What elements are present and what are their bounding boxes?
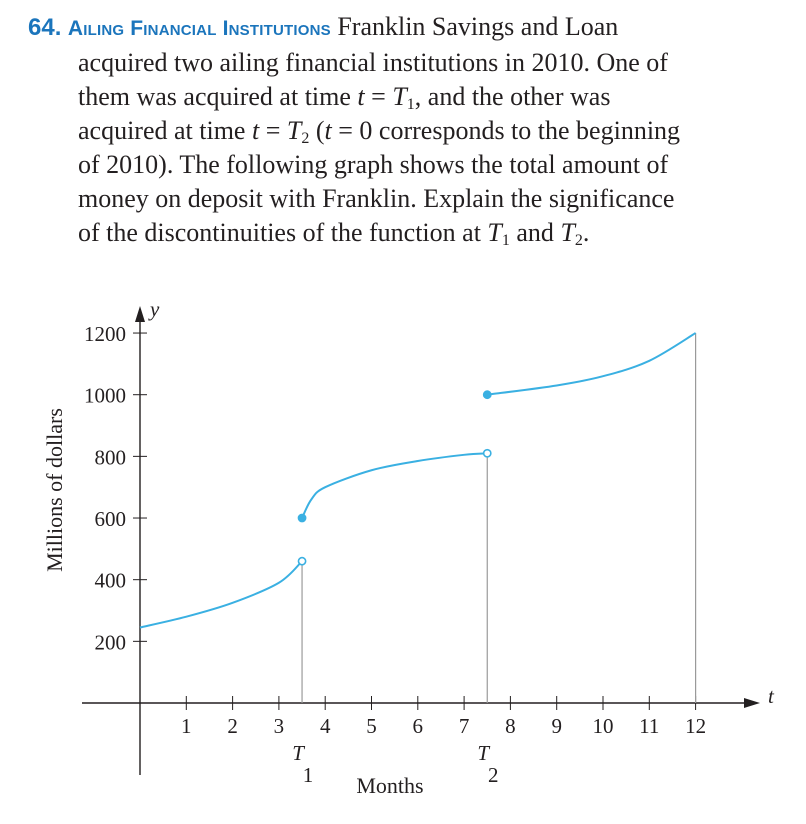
problem-line-7: of the discontinuities of the function at $T_1$ and $T_2$.: [78, 218, 590, 249]
y-tick-label: 1200: [84, 322, 126, 347]
x-tick-label: 10: [592, 714, 614, 738]
x-tick-label: 5: [366, 714, 377, 738]
x-tick-label: 2: [227, 714, 238, 738]
x-tick-label: 12: [685, 714, 707, 738]
marker-subscript: 2: [488, 763, 499, 787]
x-tick-label: 6: [412, 714, 424, 738]
x-tick-label: 3: [273, 714, 285, 738]
series-curve-3: [487, 333, 695, 395]
y-axis-title: Millions of dollars: [42, 408, 67, 572]
y-tick-label: 800: [94, 445, 126, 470]
open-endpoint: [484, 450, 491, 457]
open-endpoint: [298, 558, 305, 565]
y-tick-label: 400: [94, 568, 126, 593]
problem-heading: Ailing Financial Institutions: [67, 17, 331, 40]
marker-subscript: 1: [302, 763, 314, 787]
x-tick-label: 1: [181, 714, 192, 738]
marker-label: T: [292, 741, 304, 765]
problem-line-3: them was acquired at time $t = T_1$, and the other was: [78, 82, 611, 113]
series-curve-2: [302, 453, 487, 518]
filled-endpoint: [484, 391, 491, 398]
problem-text-2: acquired two ailing financial institutions in 2010. One of: [78, 48, 668, 77]
problem-text-1: Franklin Savings and Loan: [337, 12, 619, 41]
x-axis-arrow: [744, 698, 760, 708]
x-tick-label: 4: [319, 714, 331, 738]
y-tick-label: 200: [94, 630, 126, 655]
y-axis-symbol: y: [150, 297, 160, 321]
marker-label: T: [477, 741, 490, 765]
filled-endpoint: [298, 514, 305, 521]
problem-text-5: of 2010). The following graph shows the total amount of: [78, 150, 669, 179]
x-tick-label: 11: [639, 714, 660, 738]
problem-text-6: money on deposit with Franklin. Explain the significance: [78, 184, 675, 213]
x-axis-title: Months: [356, 773, 424, 798]
y-axis-arrow: [135, 306, 145, 322]
problem-line-4: acquired at time $t = T_2$ (t = 0 corresponds to the beginning: [78, 116, 681, 147]
y-tick-label: 600: [94, 507, 126, 532]
x-tick-label: 9: [551, 714, 562, 738]
x-axis-symbol: t: [768, 684, 774, 708]
series-curve-1: [140, 561, 302, 627]
x-tick-label: 8: [505, 714, 516, 738]
problem-number: 64.: [28, 14, 62, 41]
x-tick-label: 7: [458, 714, 470, 738]
y-tick-label: 1000: [84, 383, 126, 408]
